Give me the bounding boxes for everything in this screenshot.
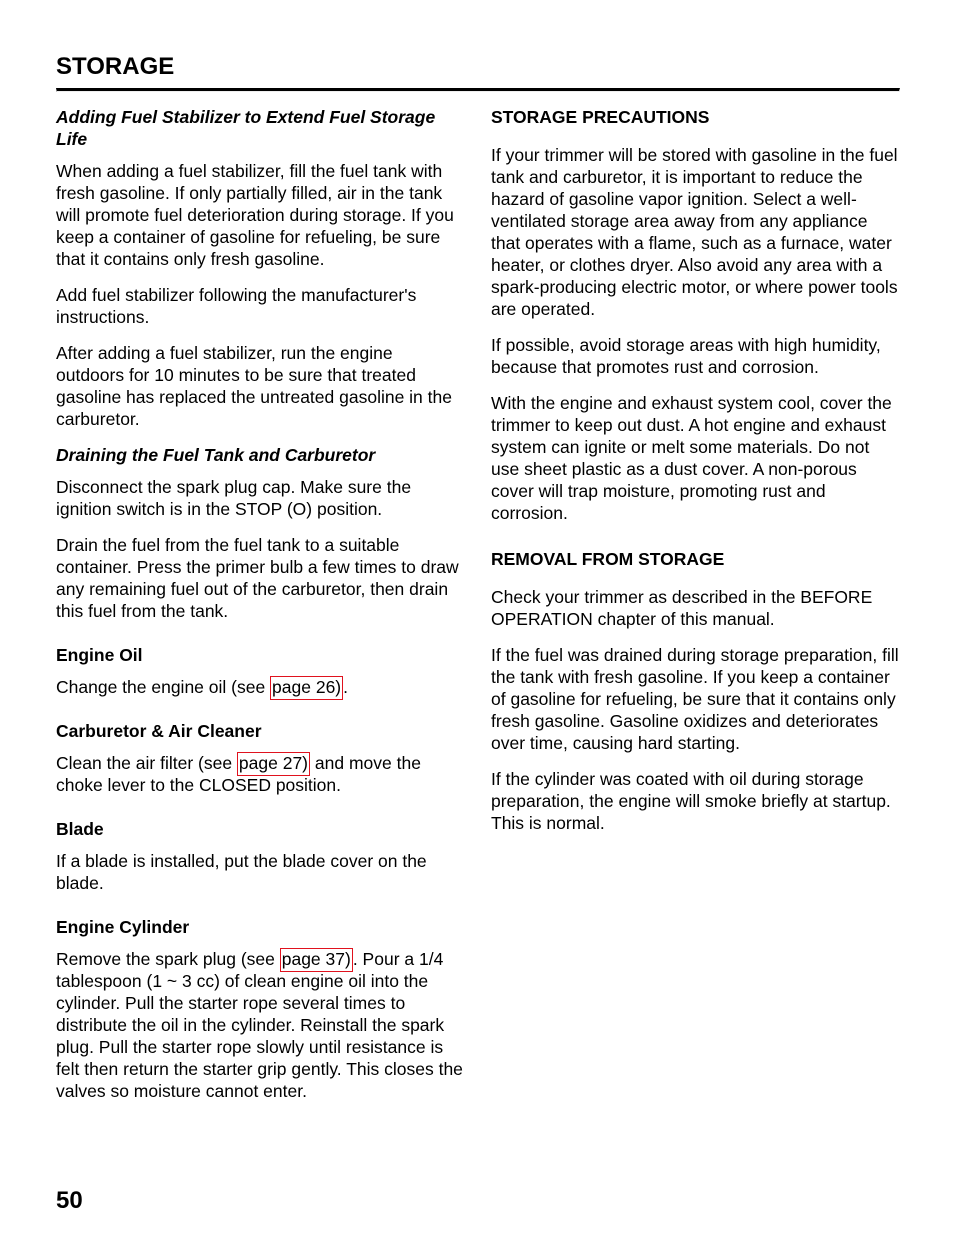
right-column — [491, 106, 899, 848]
engine-cylinder-heading: Engine Cylinder — [56, 917, 190, 937]
removal-paragraph-1: Check your trimmer as described in the BEFORE OPERATION chapter of this manual. — [491, 587, 873, 629]
page-27-link[interactable]: page 27) — [237, 752, 310, 776]
carburetor-text-before: Clean the air filter (see — [56, 753, 237, 773]
title-divider — [56, 88, 900, 92]
draining-paragraph-2: Drain the fuel from the fuel tank to a suitable container. Press the primer bulb a few times to draw any remaining fuel out of the carburetor, then drain this fuel from the tank. — [56, 535, 459, 621]
draining-paragraph-1: Disconnect the spark plug cap. Make sure the ignition switch is in the STOP (O) position. — [56, 477, 412, 519]
carburetor-paragraph — [56, 752, 464, 796]
page-number: 50 — [56, 1187, 83, 1214]
cylinder-text-after: . Pour a 1/4 tablespoon (1 ~ 3 cc) of clean engine oil into the cylinder. Pull the starter rope several times to distribute the oil in the cylinder. Reinstall the spark plug. Pull the starter rope slowly until resistance is felt then return the starter grip gently. This closes the valves so moisture cannot enter. — [56, 949, 463, 1101]
draining-heading: Draining the Fuel Tank and Carburetor — [56, 445, 376, 465]
precautions-paragraph-3: With the engine and exhaust system cool, cover the trimmer to keep out dust. A hot engine and exhaust system can ignite or melt some materials. Do not use sheet plastic as a dust cover. A non-porous cover will trap moisture, promoting rust and corrosion. — [491, 393, 892, 523]
engine-cylinder-paragraph — [56, 948, 464, 1102]
engine-oil-text-before: Change the engine oil (see — [56, 677, 271, 697]
carburetor-text-after: and move the choke lever to the CLOSED position. — [56, 753, 421, 795]
removal-paragraph-3: If the cylinder was coated with oil during storage preparation, the engine will smoke briefly at startup. This is normal. — [491, 769, 891, 833]
blade-heading: Blade — [56, 819, 104, 839]
engine-oil-text-after: . — [343, 677, 349, 697]
fuel-stabilizer-paragraph-1: When adding a fuel stabilizer, fill the fuel tank with fresh gasoline. If only partially filled, air in the tank will promote fuel deterioration during storage. If you keep a container of gasoline for refueling, be sure that it contains only fresh gasoline. — [56, 161, 454, 269]
fuel-stabilizer-paragraph-3: After adding a fuel stabilizer, run the engine outdoors for 10 minutes to be sure that treated gasoline has replaced the untreated gasoline in the carburetor. — [56, 343, 452, 429]
fuel-stabilizer-paragraph-2: Add fuel stabilizer following the manufacturer's instructions. — [56, 285, 417, 327]
engine-oil-paragraph — [56, 676, 464, 698]
fuel-stabilizer-heading: Adding Fuel Stabilizer to Extend Fuel Storage Life — [56, 107, 436, 149]
precautions-paragraph-1: If your trimmer will be stored with gasoline in the fuel tank and carburetor, it is important to reduce the hazard of gasoline vapor ignition. Select a well-ventilated storage area away from any appliance that operates with a flame, such as a furnace, water heater, or clothes dryer. Also avoid any area with a spark-producing electric motor, or where power tools are operated. — [491, 145, 898, 319]
page-37-link[interactable]: page 37) — [280, 948, 353, 972]
page-26-link[interactable]: page 26) — [270, 676, 343, 700]
storage-precautions-heading: STORAGE PRECAUTIONS — [491, 107, 710, 127]
precautions-paragraph-2: If possible, avoid storage areas with high humidity, because that promotes rust and corrosion. — [491, 335, 881, 377]
removal-paragraph-2: If the fuel was drained during storage preparation, fill the tank with fresh gasoline. If you keep a container of gasoline for refueling, be sure that it contains only fresh gasoline. Gasoline oxidizes and deteriorates over time, causing hard starting. — [491, 645, 899, 753]
blade-paragraph: If a blade is installed, put the blade cover on the blade. — [56, 851, 427, 893]
engine-oil-heading: Engine Oil — [56, 645, 143, 665]
page-title: STORAGE — [56, 53, 175, 80]
carburetor-heading: Carburetor & Air Cleaner — [56, 721, 262, 741]
left-column — [56, 106, 464, 1116]
cylinder-text-before: Remove the spark plug (see — [56, 949, 280, 969]
removal-from-storage-heading: REMOVAL FROM STORAGE — [491, 549, 725, 569]
